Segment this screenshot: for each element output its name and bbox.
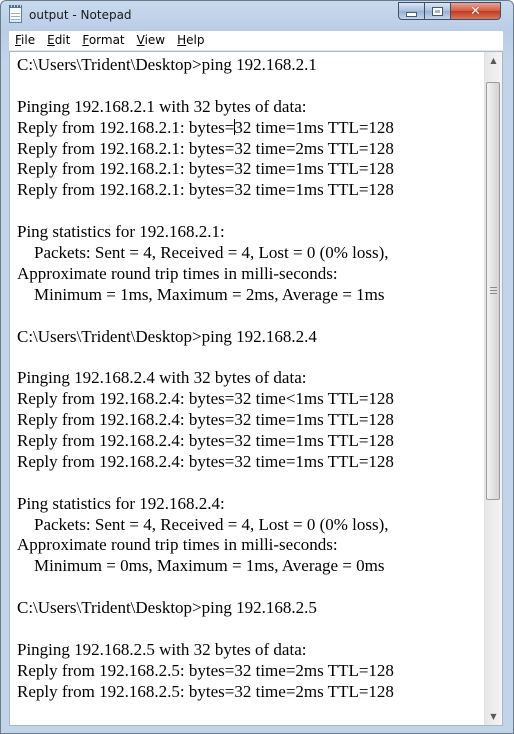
text-line: Reply from 192.168.2.1: bytes=32 time=1ms TTL=128 [17, 117, 394, 137]
notepad-app-icon[interactable] [9, 7, 22, 23]
text-line: C:\Users\Trident\Desktop>ping 192.168.2.5 [17, 598, 317, 618]
text-line: Ping statistics for 192.168.2.1: [17, 222, 225, 242]
text-line: Reply from 192.168.2.5: bytes=32 time=2ms TTL=128 [17, 681, 394, 701]
text-line: Reply from 192.168.2.1: bytes=32 time=1ms TTL=128 [17, 159, 394, 179]
text-line: Reply from 192.168.2.4: bytes=32 time=1ms TTL=128 [17, 410, 394, 430]
text-line [17, 306, 482, 327]
text-line: Reply from 192.168.2.1: bytes=32 time=2ms TTL=128 [17, 138, 394, 158]
text-line [17, 473, 482, 494]
close-button[interactable] [450, 2, 501, 20]
text-line [17, 347, 482, 368]
scroll-down-button[interactable] [485, 708, 502, 725]
text-line: Reply from 192.168.2.5: bytes=32 time=2ms TTL=128 [17, 660, 394, 680]
text-line: C:\Users\Trident\Desktop>ping 192.168.2.1 [17, 55, 317, 74]
minimize-icon [406, 12, 417, 17]
text-line: Minimum = 1ms, Maximum = 2ms, Average = 1ms [17, 284, 385, 304]
arrow-down-icon: ▼ [490, 712, 497, 721]
menu-bar [9, 31, 503, 51]
menu-file[interactable]: File [15, 33, 36, 47]
scroll-up-button[interactable] [485, 52, 502, 69]
text-editor[interactable] [9, 51, 503, 726]
text-line: Pinging 192.168.2.1 with 32 bytes of data: [17, 96, 307, 116]
text-line: Approximate round trip times in milli-seconds: [17, 263, 338, 283]
text-line: Approximate round trip times in milli-seconds: [17, 535, 338, 555]
document-text[interactable] [17, 55, 482, 703]
menu-edit[interactable]: Edit [47, 33, 71, 47]
maximize-button[interactable] [424, 2, 451, 20]
menu-view[interactable]: View [136, 33, 166, 47]
scrollbar-thumb[interactable] [486, 82, 500, 500]
text-line [17, 619, 482, 640]
text-line: Reply from 192.168.2.4: bytes=32 time<1ms TTL=128 [17, 389, 394, 409]
minimize-button[interactable] [398, 2, 425, 20]
maximize-icon [433, 8, 442, 15]
vertical-scrollbar[interactable] [484, 52, 502, 725]
text-line: Reply from 192.168.2.4: bytes=32 time=1ms TTL=128 [17, 431, 394, 451]
title-bar[interactable] [1, 1, 513, 29]
text-line [17, 201, 482, 222]
text-line: Reply from 192.168.2.4: bytes=32 time=1ms TTL=128 [17, 451, 394, 471]
text-line: Reply from 192.168.2.1: bytes=32 time=1ms TTL=128 [17, 180, 394, 200]
text-line [17, 577, 482, 598]
window-title: output - Notepad [29, 8, 132, 22]
text-line: Packets: Sent = 4, Received = 4, Lost = 0 (0% loss), [17, 514, 389, 534]
menu-format[interactable]: Format [82, 33, 125, 47]
close-icon: ✕ [470, 3, 481, 19]
text-line: Pinging 192.168.2.5 with 32 bytes of data: [17, 639, 307, 659]
text-line [17, 76, 482, 97]
text-line: Minimum = 0ms, Maximum = 1ms, Average = 0ms [17, 556, 385, 576]
arrow-up-icon: ▲ [490, 56, 497, 65]
text-line: C:\Users\Trident\Desktop>ping 192.168.2.4 [17, 326, 317, 346]
grip-icon [490, 287, 497, 294]
menu-help[interactable]: Help [177, 33, 205, 47]
text-line: Packets: Sent = 4, Received = 4, Lost = 0 (0% loss), [17, 243, 389, 263]
text-line: Pinging 192.168.2.4 with 32 bytes of data: [17, 368, 307, 388]
text-line: Ping statistics for 192.168.2.4: [17, 493, 225, 513]
